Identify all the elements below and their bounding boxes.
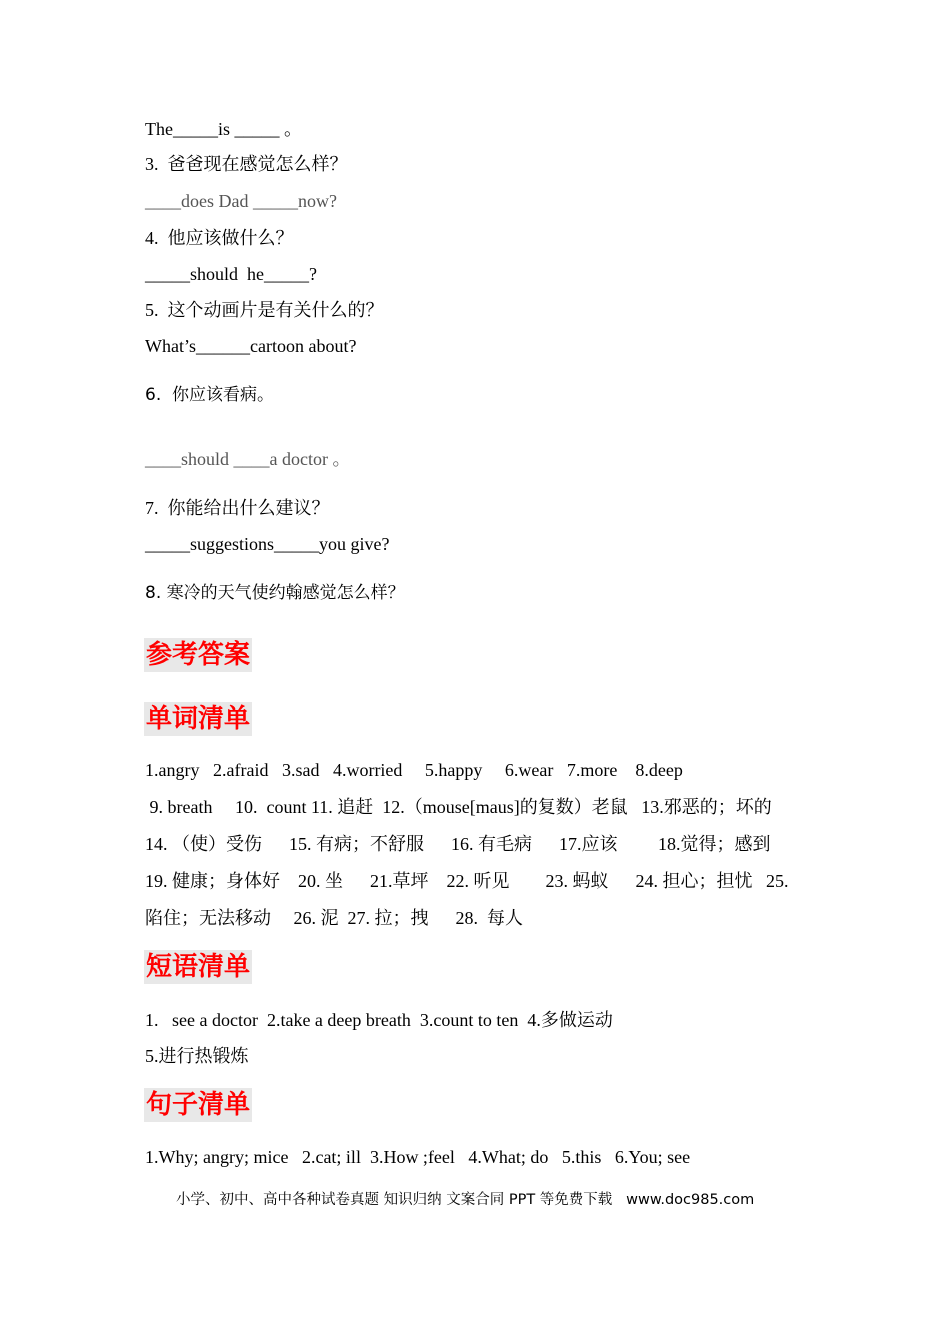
phrases-heading: 短语清单 (146, 952, 251, 982)
words-line: 9. breath 10. count 11. 追赶 12.（mouse[maus]的复数）老鼠 13.邪恶的；坏的 (145, 797, 772, 817)
words-line: 14. （使）受伤 15. 有病；不舒服 16. 有毛病 17.应该 18.觉得；感到 (145, 834, 771, 854)
words-line: 19. 健康；身体好 20. 坐 21.草坪 22. 听见 23. 蚂蚁 24. 担心；担忧 25. (145, 871, 789, 891)
exercise-answer-line-4: _____should he_____? (145, 264, 317, 284)
exercise-answer-line-2: The_____is _____ 。 (145, 119, 302, 139)
words-line: 陷住；无法移动 26. 泥 27. 拉；拽 28. 每人 (145, 908, 523, 928)
question-4: 4. 他应该做什么？ (145, 228, 294, 248)
exercise-answer-line-7: _____suggestions_____you give? (145, 534, 390, 554)
exercise-answer-line-6: ____should ____a doctor 。 (145, 449, 351, 469)
exercise-answer-line-3: ____does Dad _____now? (145, 191, 337, 211)
words-heading: 单词清单 (146, 704, 251, 734)
question-5: 5. 这个动画片是有关什么的？ (145, 300, 384, 320)
question-3: 3. 爸爸现在感觉怎么样？ (145, 154, 348, 174)
question-7: 7. 你能给出什么建议？ (145, 498, 330, 518)
phrases-line: 1. see a doctor 2.take a deep breath 3.count to ten 4.多做运动 (145, 1010, 613, 1030)
words-line: 1.angry 2.afraid 3.sad 4.worried 5.happy 6.wear 7.more 8.deep (145, 760, 683, 780)
exercise-answer-line-5: What’s______cartoon about? (145, 336, 357, 356)
phrases-line: 5.进行热锻炼 (145, 1046, 249, 1066)
answers-title: 参考答案 (146, 640, 251, 670)
question-8: 8. 寒冷的天气使约翰感觉怎么样？ (145, 583, 405, 603)
sentences-line: 1.Why; angry; mice 2.cat; ill 3.How ;feel 4.What; do 5.this 6.You; see (145, 1147, 691, 1167)
sentences-heading: 句子清单 (146, 1090, 251, 1120)
question-6: 6. 你应该看病。 (145, 385, 275, 405)
page-footer: 小学、初中、高中各种试卷真题 知识归纳 文案合同 PPT 等免费下载 www.doc985.com (176, 1192, 755, 1208)
